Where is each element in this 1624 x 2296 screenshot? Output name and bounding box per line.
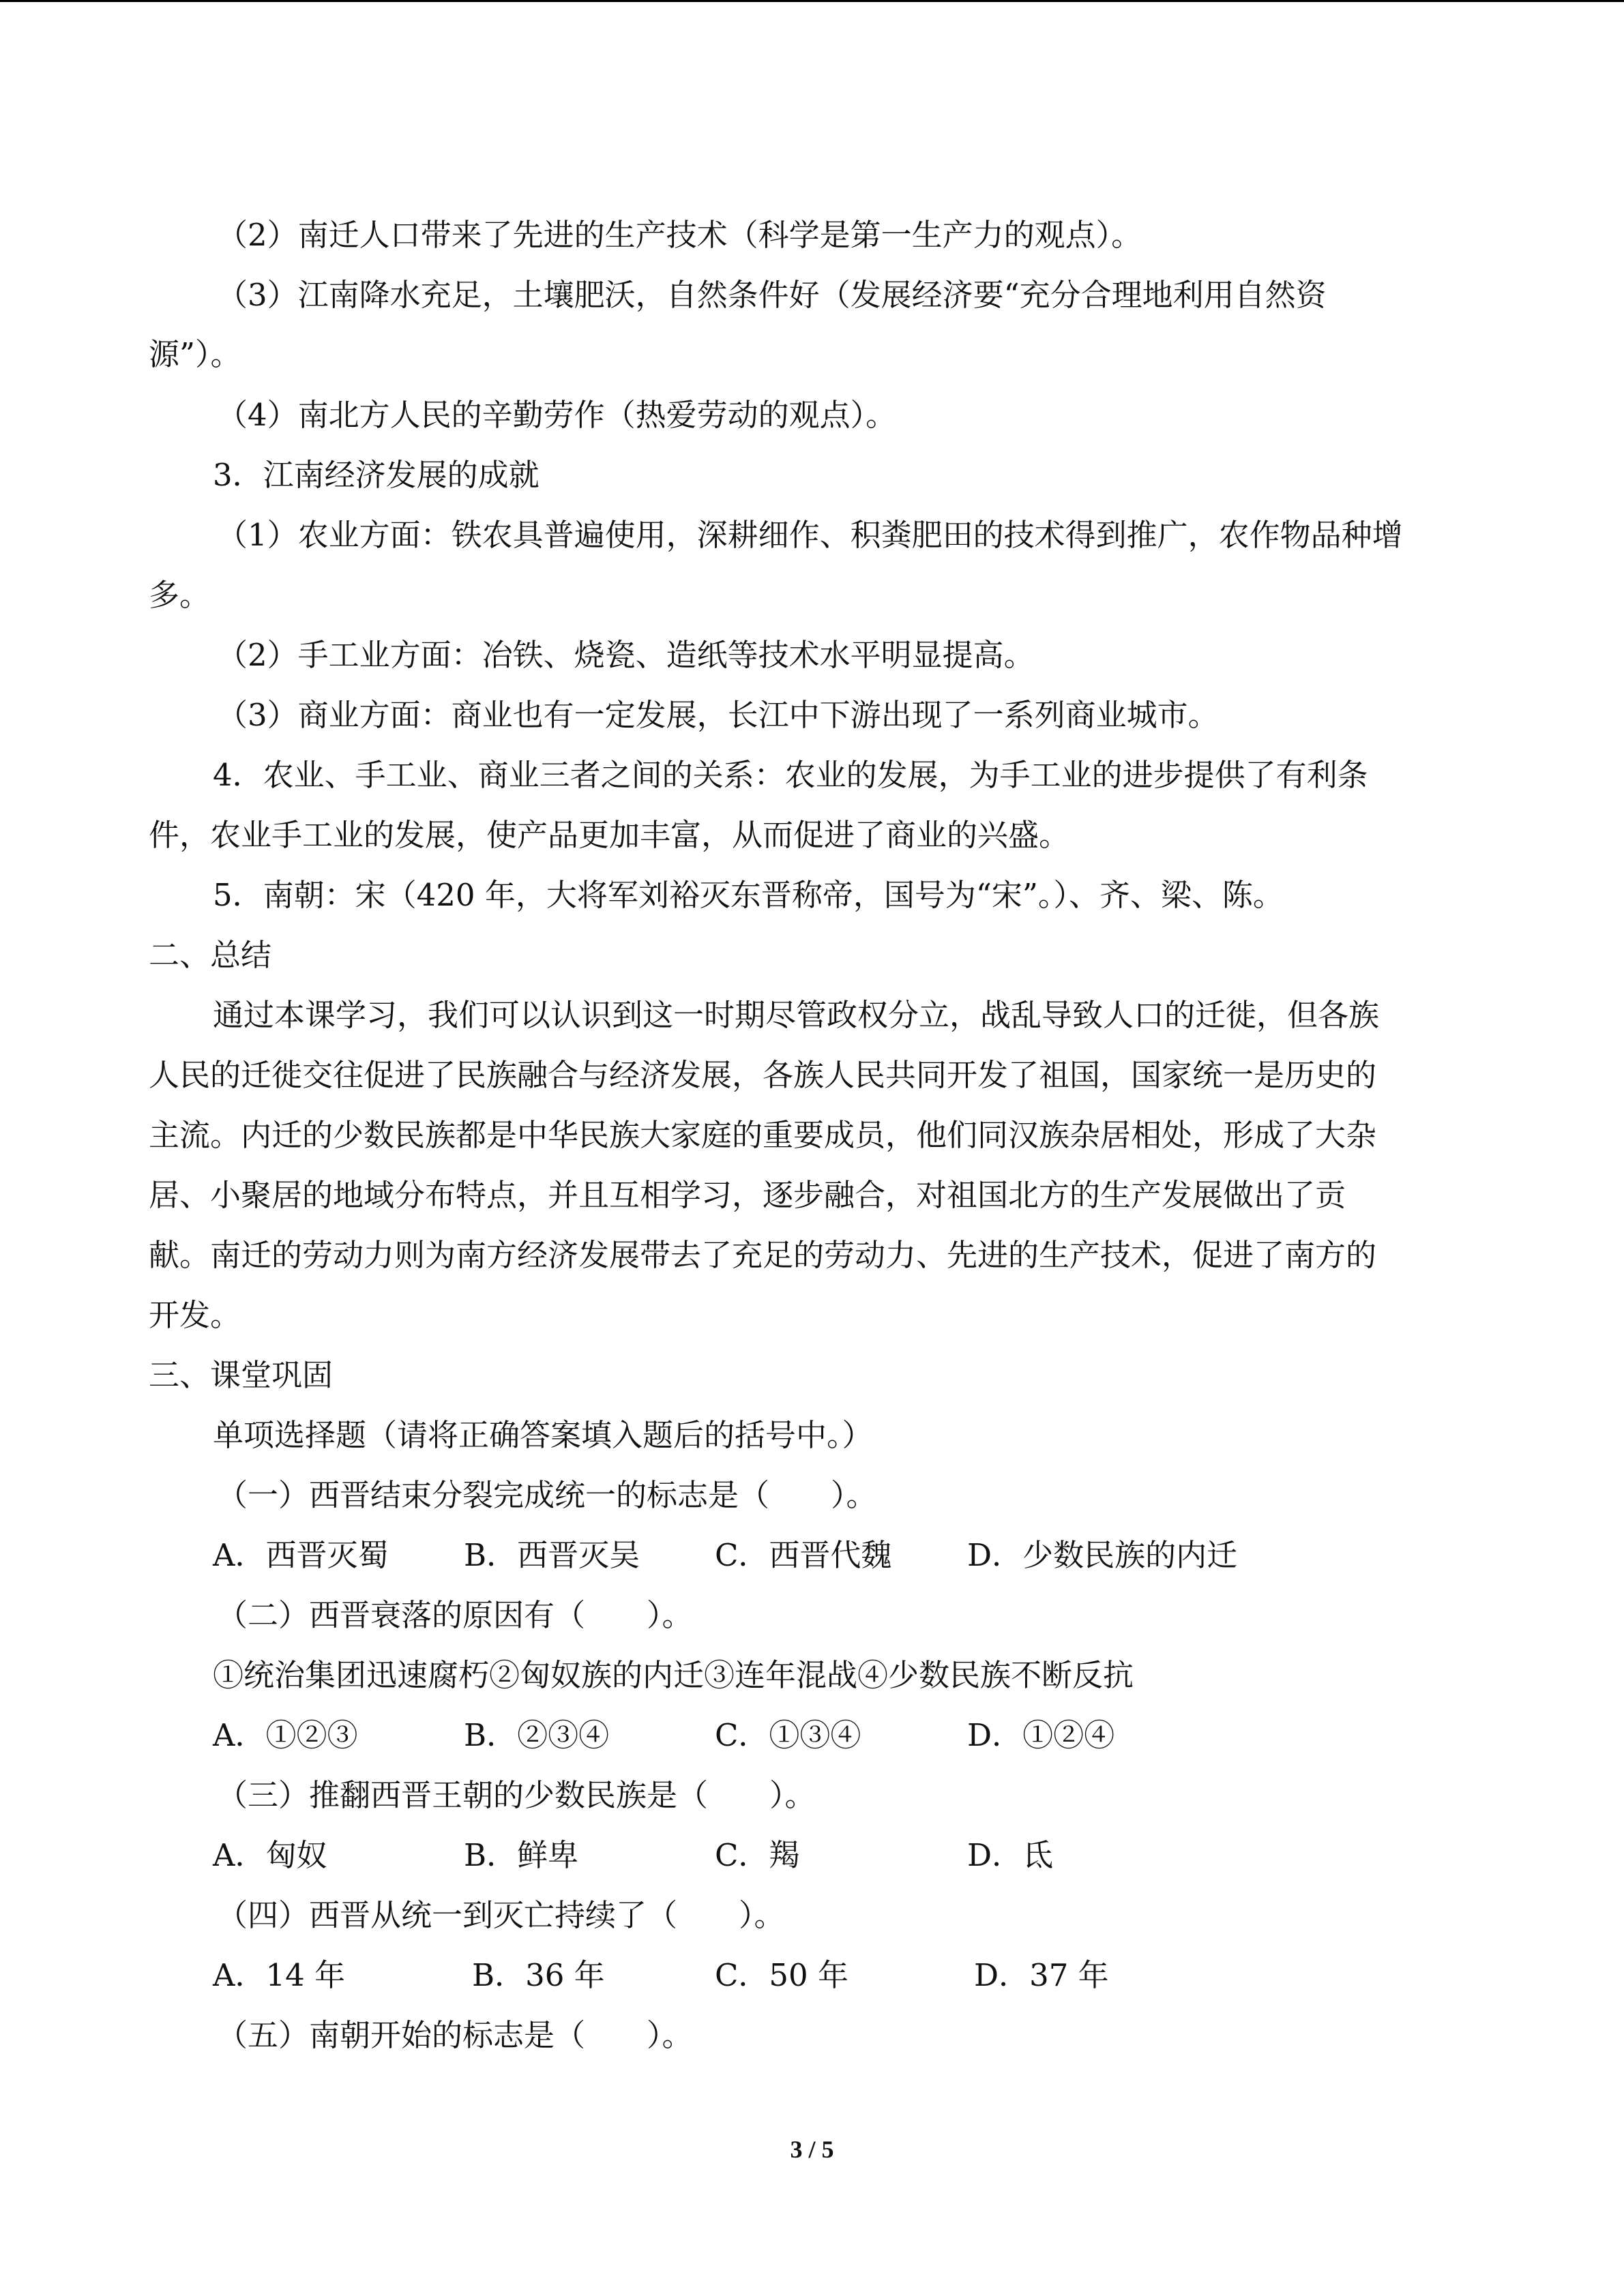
question-option: D．氐 (967, 1837, 1054, 1873)
question-option: A．①②③ (213, 1717, 358, 1753)
section-heading: 3．江南经济发展的成就 (213, 457, 540, 493)
question-option: C．①③④ (715, 1717, 861, 1753)
text-line: 件，农业手工业的发展，使产品更加丰富，从而促进了商业的兴盛。 (149, 817, 1070, 853)
question-stem: （四）西晋从统一到灭亡持续了（ ）。 (217, 1897, 785, 1933)
question-option: D．①②④ (967, 1717, 1115, 1753)
text-line: 主流。内迁的少数民族都是中华民族大家庭的重要成员，他们同汉族杂居相处，形成了大杂 (149, 1117, 1377, 1153)
question-stem: （二）西晋衰落的原因有（ ）。 (217, 1597, 693, 1633)
section-heading: 三、课堂巩固 (149, 1357, 334, 1393)
text-line: 单项选择题（请将正确答案填入题后的括号中。） (213, 1417, 873, 1453)
question-option: B．②③④ (464, 1717, 610, 1753)
text-line: 源”）。 (149, 336, 241, 372)
text-line: 4．农业、手工业、商业三者之间的关系：农业的发展，为手工业的进步提供了有利条 (213, 757, 1368, 793)
text-line: 通过本课学习，我们可以认识到这一时期尽管政权分立，战乱导致人口的迁徙，但各族 (213, 997, 1380, 1033)
question-option: C．西晋代魏 (715, 1537, 892, 1573)
question-option: B．36 年 (472, 1957, 605, 1993)
question-option: C．羯 (715, 1837, 800, 1873)
question-stem: （三）推翻西晋王朝的少数民族是（ ）。 (217, 1777, 816, 1813)
text-line: 献。南迁的劳动力则为南方经济发展带去了充足的劳动力、先进的生产技术，促进了南方的 (149, 1237, 1377, 1273)
text-line: （1）农业方面：铁农具普遍使用，深耕细作、积粪肥田的技术得到推广，农作物品种增 (217, 517, 1403, 553)
question-option: D．37 年 (974, 1957, 1109, 1993)
question-option: D．少数民族的内迁 (967, 1537, 1238, 1573)
question-note: ①统治集团迅速腐朽②匈奴族的内迁③连年混战④少数民族不断反抗 (213, 1657, 1134, 1693)
text-line: 多。 (149, 577, 211, 613)
text-line: （2）手工业方面：冶铁、烧瓷、造纸等技术水平明显提高。 (217, 637, 1035, 673)
question-option: C．50 年 (715, 1957, 848, 1993)
section-heading: 二、总结 (149, 937, 272, 973)
question-option: A．西晋灭蜀 (213, 1537, 389, 1573)
question-option: A．14 年 (213, 1957, 346, 1993)
text-line: （2）南迁人口带来了先进的生产技术（科学是第一生产力的观点）。 (217, 217, 1142, 253)
question-stem: （五）南朝开始的标志是（ ）。 (217, 2017, 693, 2053)
question-option: A．匈奴 (213, 1837, 327, 1873)
question-stem: （一）西晋结束分裂完成统一的标志是（ ）。 (217, 1477, 877, 1513)
top-border-line (0, 0, 1624, 2)
question-option: B．鲜卑 (464, 1837, 579, 1873)
page-number: 3 / 5 (790, 2136, 834, 2163)
text-line: 5．南朝：宋（420 年，大将军刘裕灭东晋称帝，国号为“宋”。）、齐、梁、陈。 (213, 877, 1284, 913)
question-option: B．西晋灭吴 (464, 1537, 640, 1573)
text-line: 人民的迁徙交往促进了民族融合与经济发展，各族人民共同开发了祖国，国家统一是历史的 (149, 1057, 1377, 1093)
text-line: 居、小聚居的地域分布特点，并且互相学习，逐步融合，对祖国北方的生产发展做出了贡 (149, 1177, 1346, 1213)
text-line: 开发。 (149, 1297, 241, 1333)
text-line: （3）江南降水充足，土壤肥沃，自然条件好（发展经济要“充分合理地利用自然资 (217, 277, 1327, 313)
text-line: （4）南北方人民的辛勤劳作（热爱劳动的观点）。 (217, 397, 897, 433)
text-line: （3）商业方面：商业也有一定发展，长江中下游出现了一系列商业城市。 (217, 697, 1219, 733)
